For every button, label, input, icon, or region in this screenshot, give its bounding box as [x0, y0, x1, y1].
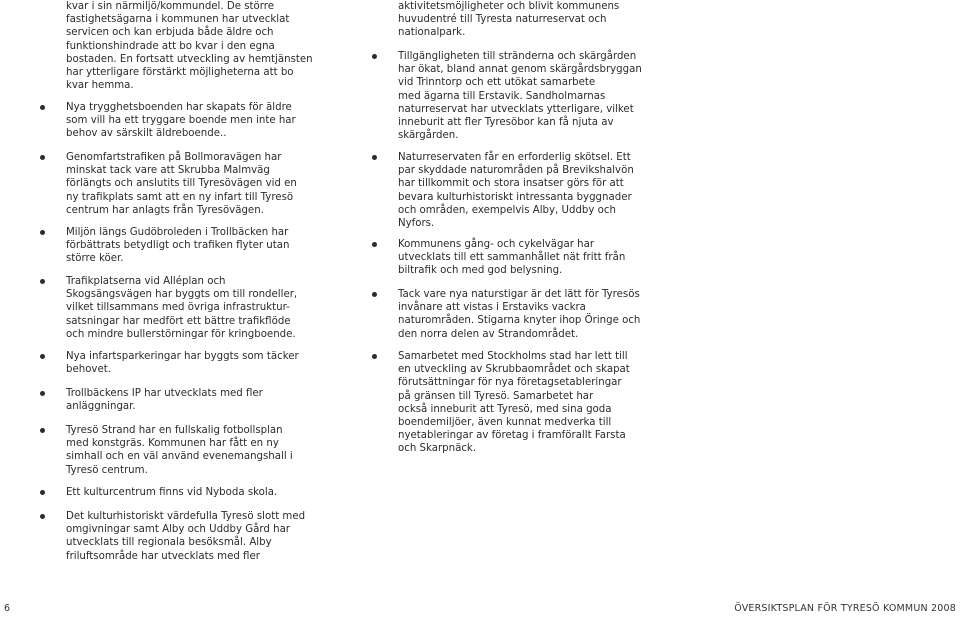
list-item-text: Samarbetet med Stockholms stad har lett till en utveckling av Skrubbaområdet och skapat förutsättningar för nya företagsetableringar på gränsen till Tyresö. Samarbetet har också inneburit att Tyresö, med sina goda boendemiljöer, även kunnat medverka till nyetableringar av företag i framförallt Farsta och Skarpnäck.	[398, 351, 630, 455]
bullet-icon	[40, 105, 45, 110]
bullet-icon	[40, 428, 45, 433]
list-item-text: Genomfartstrafiken på Bollmoravägen har minskat tack vare att Skrubba Malmväg förlängts och anslutits till Tyresövägen vid en ny trafikplats samt att en ny infart till Tyresö centrum har anlagts från Tyresövägen.	[66, 152, 297, 216]
list-item	[44, 510, 314, 563]
list-item-text: Nya trygghetsboenden har skapats för äldre som vill ha ett tryggare boende men inte har behov av särskilt äldreboende..	[66, 102, 296, 140]
bullet-icon	[372, 54, 377, 59]
list-item-text: Tack vare nya naturstigar är det lätt för Tyresös invånare att vistas i Erstaviks vackra naturområden. Stigarna knyter ihop Öringe och den norra delen av Strandområdet.	[398, 289, 641, 340]
list-item	[44, 226, 314, 266]
list-item-text: Tyresö Strand har en fullskalig fotbollsplan med konstgräs. Kommunen har fått en ny simhall och en väl använd evenemangshall i Tyresö centrum.	[66, 425, 293, 476]
list-item-text: Kommunens gång- och cykelvägar har utvecklats till ett sammanhållet nät fritt från biltrafik och med god belysning.	[398, 239, 626, 277]
list-item-text: Det kulturhistoriskt värdefulla Tyresö slott med omgivningar samt Alby och Uddby Gård har utvecklats till regionala besöksmål. Alby friluftsområde har utvecklats med fler	[66, 511, 306, 562]
bullet-icon	[40, 514, 45, 519]
list-item-text: Nya infartsparkeringar har byggts som täcker behovet.	[66, 351, 299, 376]
list-item-text: Trafikplatserna vid Alléplan och Skogsängsvägen har byggts om till rondeller, vilket tillsammans med övriga infrastruktur- satsningar har medfört ett bättre trafikflöde och mindre bullerstörningar för kringboende.	[66, 276, 298, 340]
list-item	[44, 387, 314, 413]
bullet-icon	[40, 155, 45, 160]
bullet-icon	[372, 354, 377, 359]
list-item	[376, 0, 648, 40]
list-item	[376, 50, 648, 142]
list-item-text: aktivitetsmöjligheter och blivit kommunens huvudentré till Tyresta naturreservat och nationalpark.	[398, 1, 620, 39]
bullet-icon	[40, 391, 45, 396]
list-item	[44, 486, 314, 499]
bullet-icon	[372, 155, 377, 160]
bullet-icon	[40, 354, 45, 359]
list-item-text: Miljön längs Gudöbroleden i Trollbäcken har förbättrats betydligt och trafiken flyter utan större köer.	[66, 227, 290, 265]
bullet-icon	[40, 230, 45, 235]
bullet-icon	[372, 242, 377, 247]
bullet-icon	[40, 490, 45, 495]
list-item	[376, 350, 648, 456]
list-item	[44, 350, 314, 376]
list-item-text: Tillgängligheten till stränderna och skärgården har ökat, bland annat genom skärgårdsbryggan vid Trinntorp och ett utökat samarbete med ägarna till Erstavik. Sandholmarnas naturreservat har utvecklats ytterligare, vilket inneburit att fler Tyresöbor kan få njuta av skärgården.	[398, 51, 642, 142]
bullet-icon	[40, 279, 45, 284]
list-item	[44, 275, 314, 341]
list-item	[376, 238, 648, 278]
list-item-text: Naturreservaten får en erforderlig skötsel. Ett par skyddade naturområden på Brevikshalvön har tillkommit och stora insatser görs för att bevara kulturhistoriskt intressanta byggnader och områden, exempelvis Alby, Uddby och Nyfors.	[398, 152, 634, 230]
list-item	[44, 424, 314, 477]
list-item-text: kvar i sin närmiljö/kommundel. De större fastighetsägarna i kommunen har utvecklat servicen och kan erbjuda både äldre och funktionshindrade att bo kvar i den egna bostaden. En fortsatt utveckling av hemtjänsten har ytterligare förstärkt möjligheterna att bo kvar hemma.	[66, 1, 313, 92]
list-item	[44, 101, 314, 141]
bullet-icon	[372, 292, 377, 297]
list-item-text: Trollbäckens IP har utvecklats med fler anläggningar.	[66, 388, 263, 413]
list-item	[376, 288, 648, 341]
list-item	[376, 151, 648, 230]
list-item	[44, 0, 313, 92]
list-item-text: Ett kulturcentrum finns vid Nyboda skola.	[66, 487, 278, 498]
document-title: ÖVERSIKTSPLAN FÖR TYRESÖ KOMMUN 2008	[734, 603, 956, 614]
page-number: 6	[4, 603, 11, 614]
list-item	[44, 151, 314, 217]
